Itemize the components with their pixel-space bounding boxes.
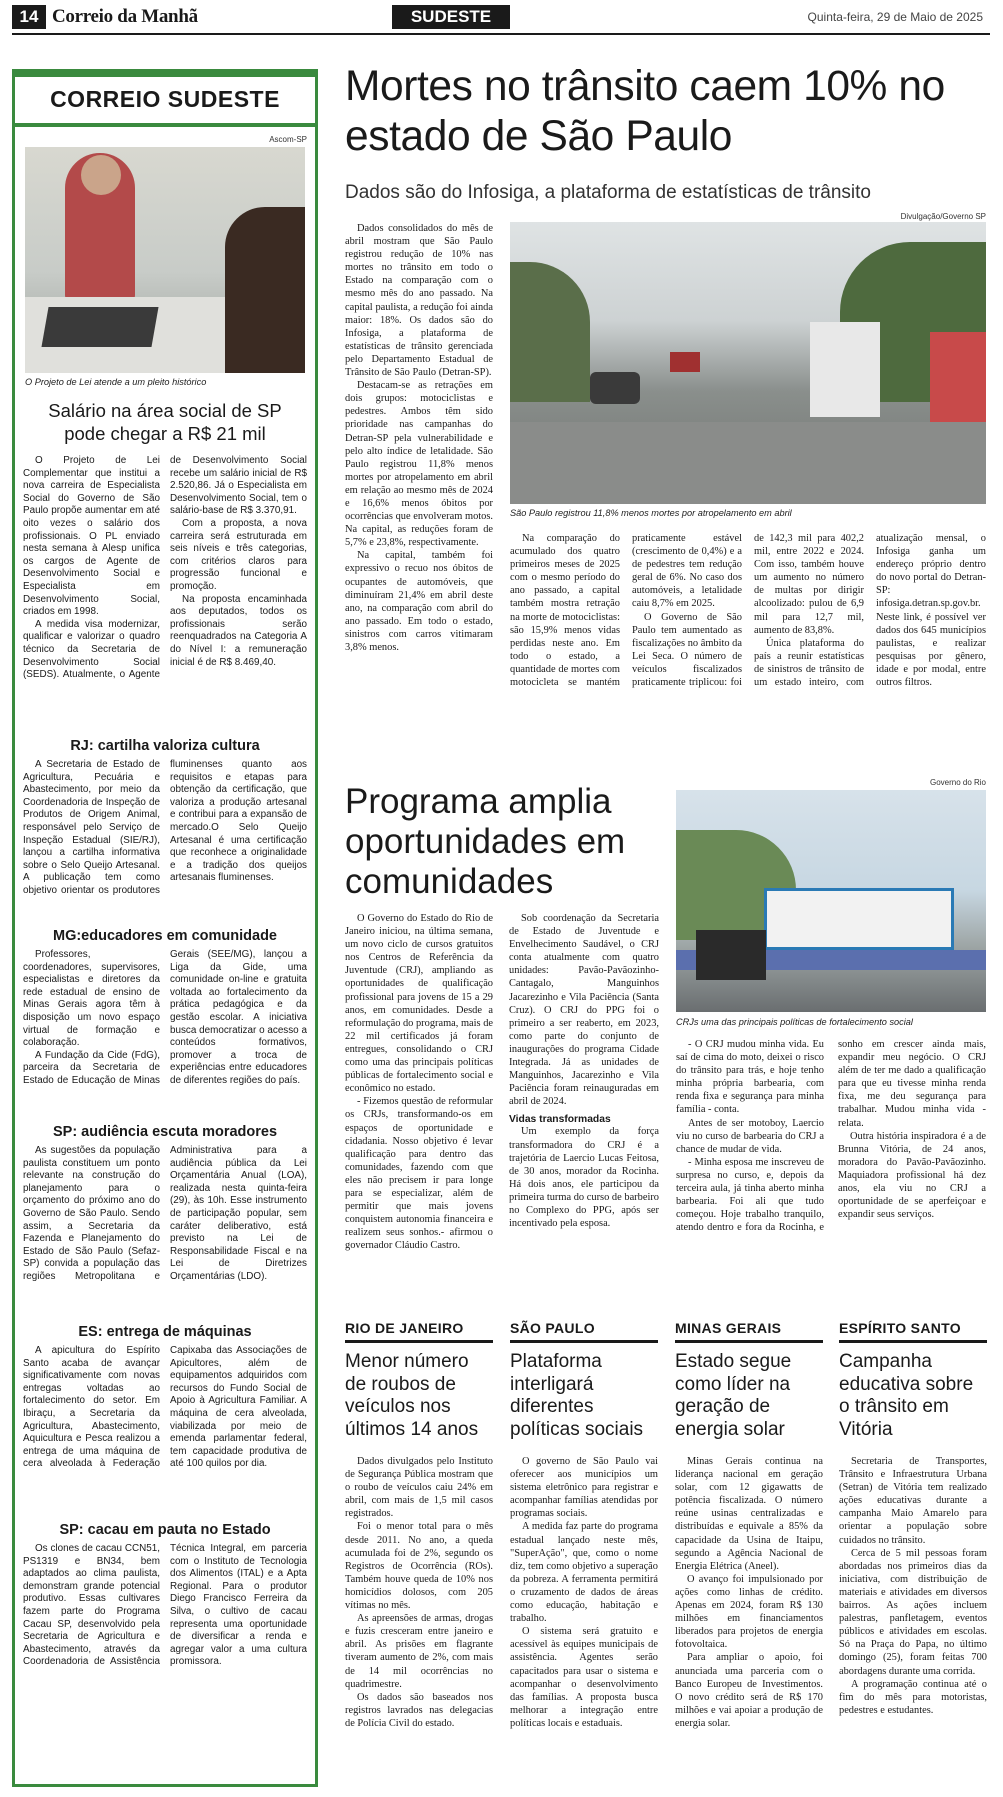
paragraph: - Fizemos questão de reformular os CRJs, transformando-os em espaços de oportunidade e cidadania. Nosso objetivo é levar qualificação para dentro das comunidades, fazendo com que eles não precisem ir para longe para se especializar, além de permitir que mais jovens conquistem autonomia financeira e realizem seus sonhos.- afirmou o governador Cláudio Castro. — [345, 1096, 493, 1252]
second-column-1 — [345, 912, 493, 1292]
paragraph: As sugestões da população paulista constituem um ponto relevante na construção do planejamento para o orçamento do próximo ano do Governo de São Paulo. Sendo assim, a Secretaria da Fazenda e Planejamento do Estado de São Paulo (Sefaz-SP) convida a população das regiões Metropolitana e Administrativa para a audiência pública da Lei Orçamentária Anual (LOA), realizada nesta quinta-feira (29), às 10h. Esse instrumento de participação popular, sem caráter deliberativo, está previsto na Lei de Responsabilidade Fiscal e na Lei de Diretrizes Orçamentárias (LDO). — [23, 1145, 307, 1282]
second-photo-credit: Governo do Rio — [929, 778, 986, 787]
brief — [23, 927, 307, 1123]
region-body — [675, 1455, 823, 1730]
paragraph: - O CRJ mudou minha vida. Eu saí de cima do moto, deixei o risco do trânsito para trás, e hoje tenho minha própria barbearia, com renda fixa e segurança para minha família - conta. — [676, 1039, 824, 1116]
brief-body — [23, 759, 307, 925]
brief-body — [23, 949, 307, 1121]
paragraph: Um exemplo da força transformadora do CRJ é a trajetória de Laercio Lucas Feitosa, de 30 anos, morador da Rocinha. Há dois anos, ele participou da primeira turma do curso de barbeiro no Complexo do PPG, após ser incentivado pela esposa. — [509, 1126, 659, 1230]
paragraph: Na comparação do acumulado dos quatro primeiros meses de 2025 com o mesmo período do ano passado, a capital também mostra retração na morte de motociclistas: são 15,9% menos vidas perdidas neste ano. Em todo o estado, a quantidade de mortes com motocicleta se mantém praticamente estável (crescimento de 0,4%) e a de pedestres tem redução geral de 6%. No caso dos automóveis, a letalidade caiu 8,7% em 2025. — [510, 533, 742, 689]
region-tag: SÃO PAULO — [510, 1320, 658, 1343]
sidebar-title-rule — [15, 123, 315, 127]
paragraph: Na capital, também foi expressivo o recuo nos óbitos de ocupantes de automóveis, que diminuíram 21,4% em abril deste ano, na comparação com abril do ano passado. Em todo o estado, sinistros com carros vitimaram 3,8% menos. — [345, 550, 493, 653]
paragraph: Com a proposta, a nova carreira será estruturada em seis níveis e três categorias, com critérios claros para progressão funcional e promoção. — [170, 517, 307, 592]
main-headline: Mortes no trânsito caem 10% no estado de São Paulo — [345, 63, 945, 160]
region-headline: Estado segue como líder na geração de energia solar — [675, 1351, 792, 1440]
section-label: SUDESTE — [392, 5, 510, 29]
paragraph: A medida faz parte do programa estadual lançado neste mês, "SuperAção", que, como o nome diz, tem como objetivo a superação da pobreza. A ferramenta permitirá o cruzamento de dados de áreas como educação, habitação e trabalho. — [510, 1521, 658, 1625]
brief-body — [23, 1543, 307, 1719]
brief-title: SP: cacau em pauta no Estado — [59, 1522, 271, 1538]
paragraph: A Fundação da Cide (FdG), parceira da Secretaria de Estado de Educação de Minas Gerais (SEE/MG), lançou a Liga da Gide, uma comunidade on-line e gratuita voltada ao fortalecimento da prática pedagógica e da gestão escolar. A iniciativa busca democratizar o acesso a conteúdos formativos, promover a troca de experiências entre educadores de diferentes regiões do país. — [23, 949, 307, 1086]
paragraph: As apreensões de armas, drogas e fuzis cresceram entre janeiro e abril. As prisões em flagrante tiveram aumento de 2%, com mais de 14 mil ocorrências no quadrimestre. — [345, 1613, 493, 1690]
region-body — [345, 1455, 493, 1730]
paragraph: Dados consolidados do mês de abril mostram que São Paulo registrou redução de 10% nas mortes no trânsito em todo o Estado na comparação com o mesmo mês do ano passado. Na capital paulista, a redução foi ainda maior: 18%. Os dados são do Infosiga, a plataforma de estatísticas de trânsito gerenciada pelo Departamento Estadual de Trânsito de São Paulo (Detran-SP). — [345, 223, 493, 379]
region-tag: ESPÍRITO SANTO — [839, 1320, 987, 1343]
brief — [23, 1123, 307, 1323]
sidebar-photo — [25, 147, 305, 373]
brief-body — [23, 1145, 307, 1321]
sidebar-photo-caption: O Projeto de Lei atende a um pleito histórico — [25, 377, 207, 387]
sidebar-top-bar — [12, 69, 318, 74]
brief — [23, 737, 307, 927]
region-body — [510, 1455, 658, 1730]
paragraph: A programação continua até o fim do mês para motoristas, pedestres e estudantes. — [839, 1678, 987, 1716]
paragraph: Os clones de cacau CCN51, PS1319 e BN34, bem adaptados ao clima paulista, demonstram grande potencial produtivo. Essas cultivares fazem parte do Programa Cacau SP, desenvolvido pela Secretaria de Agricultura e Abastecimento, através da Coordenadoria de Assistência Técnica Integral, em parceria com o Instituto de Tecnologia dos Alimentos (ITAL) e a Apta Regional. Para o produtor Diego Francisco Ferreira da Silva, o cultivo de cacau representa uma oportunidade de diversificar a renda e agregar valor a uma cultura promissora. — [23, 1543, 307, 1668]
sidebar-title: CORREIO SUDESTE — [50, 86, 280, 112]
second-column-2 — [509, 912, 659, 1292]
paragraph: A apicultura do Espírito Santo acaba de avançar significativamente com novas entregas voltadas ao fortalecimento do setor. Em Ibiraçu, a Secretaria da Agricultura, Abastecimento, Aquicultura e Pesca realizou a entrega de uma máquina de cera alveolada à Federação Capixaba das Associações de Apicultores, além de equipamentos adquiridos com recursos do Fundo Social de Apoio à Agricultura Familiar. A máquina de cera alveolada, viabilizada por meio de emenda parlamentar federal, tem capacidade produtiva de até 100 quilos por dia. — [23, 1345, 307, 1470]
regional-column — [675, 1320, 823, 1782]
main-photo-caption: São Paulo registrou 11,8% menos mortes por atropelamento em abril — [510, 508, 792, 518]
paragraph: A medida visa modernizar, qualificar e valorizar o quadro técnico da Secretaria de Desenvolvimento Social (SEDS). Atualmente, o Agente de Desenvolvimento Social recebe um salário inicial de R$ 2.520,86. Já o Especialista em Desenvolvimento Social, tem o salário-base de R$ 3.370,91. — [23, 455, 307, 681]
paragraph: Para ampliar o apoio, foi anunciada uma parceria com o Banco Europeu de Investimentos. O novo crédito será de R$ 170 milhões e vai apoiar a produção de energia solar. — [675, 1652, 823, 1729]
brief-title: ES: entrega de máquinas — [78, 1324, 252, 1340]
paragraph: Antes de ser motoboy, Laercio viu no curso de barbearia do CRJ a chance de mudar de vida. — [676, 1117, 824, 1155]
sidebar — [12, 74, 318, 1787]
regional-column — [510, 1320, 658, 1782]
region-tag: MINAS GERAIS — [675, 1320, 823, 1343]
brief-title: SP: audiência escuta moradores — [52, 1124, 278, 1140]
second-subtitle: Vidas transformadas — [509, 1114, 611, 1126]
sidebar-headline: Salário na área social de SP pode chegar a R$ 21 mil — [48, 400, 282, 444]
region-headline: Campanha educativa sobre o trânsito em Vitória — [839, 1351, 974, 1440]
second-headline: Programa amplia oportunidades em comunidades — [345, 782, 626, 901]
paragraph: Na proposta encaminhada aos deputados, todos os profissionais serão reenquadrados na Categoria A do Nível I: a remuneração inicial é de R$ 8.469,40. — [170, 593, 307, 668]
main-body-rest — [510, 532, 986, 762]
sidebar-briefs — [23, 737, 307, 1721]
paragraph: Cerca de 5 mil pessoas foram abordadas nos primeiros dias da iniciativa, com distribuição de materiais e atividades em diversos bairros. As ações incluem palestras, panfletagem, eventos públicos e atividades em escolas. Só na Praça do Papa, no último domingo (25), foram feitas 700 abordagens durante uma corrida. — [839, 1547, 987, 1677]
brief-title: MG:educadores em comunidade — [53, 928, 277, 944]
paragraph: Foi o menor total para o mês desde 2011. No ano, a queda acumulada foi de 2%, segundo os Registros de Ocorrência (ROs). Também houve queda de 10% nos homicídios dolosos, com 205 vítimas no mês. — [345, 1521, 493, 1612]
brief — [23, 1521, 307, 1721]
sidebar-photo-credit: Ascom-SP — [269, 135, 307, 144]
paragraph: O Projeto de Lei Complementar que institui a nova carreira de Especialista Social do Governo de São Paulo propõe aumentar em até oito vezes o salário dos profissionais. O PL enviado nesta semana à Alesp unifica os cargos de Agente de Desenvolvimento Social e Especialista em Desenvolvimento Social, criados em 1998. — [23, 455, 160, 618]
main-photo-credit: Divulgação/Governo SP — [900, 212, 986, 221]
paragraph: Os dados são baseados nos registros lavrados nas delegacias de Polícia Civil do estado. — [345, 1691, 493, 1729]
paragraph: O avanço foi impulsionado por ações como linhas de crédito. Apenas em 2024, foram R$ 130 milhões em financiamentos liberados para projetos de energia fotovoltaica. — [675, 1573, 823, 1651]
paragraph: O Governo de São Paulo tem aumentado as fiscalizações no âmbito da Lei Seca. O número de veículos fiscalizados praticamente triplicou: foi de 142,3 mil para 402,2 mil, entre 2022 e 2024. Com isso, também houve um aumento no número de multas por dirigir alcoolizado: pulou de 6,9 mil para 12,7 mil, aumento de 83,8%. — [632, 533, 864, 689]
page-date: Quinta-feira, 29 de Maio de 2025 — [807, 10, 983, 24]
region-body — [839, 1455, 987, 1717]
paragraph: Minas Gerais continua na liderança nacional em geração solar, com 12 gigawatts de potência fiscalizada. O número reúne usinas centralizadas e distribuídas e equivale a 85% da capacidade da Usina de Itaipu, segundo a Agência Nacional de Energia Elétrica (Aneel). — [675, 1456, 823, 1572]
sidebar-lead-body — [23, 455, 307, 735]
main-photo — [510, 222, 986, 504]
paragraph: O sistema será gratuito e acessível às equipes municipais de assistência. Agentes serão capacitados para usar o sistema e acompanhar o desenvolvimento das famílias. A proposta busca melhorar a integração entre políticas locais e estaduais. — [510, 1626, 658, 1729]
paragraph: O governo de São Paulo vai oferecer aos municípios um sistema eletrônico para registrar e acompanhar famílias atendidas por programas sociais. — [510, 1456, 658, 1520]
regional-column — [839, 1320, 987, 1782]
main-column-1 — [345, 222, 493, 752]
paragraph: O Governo do Estado do Rio de Janeiro iniciou, na última semana, um novo ciclo de cursos gratuitos nos Centros de Referência da Juventude (CRJ), ampliando as oportunidades de qualificação profissional para jovens de 15 a 29 anos, em comunidades. Desde a reformulação do programa, mais de 22 mil certificados já foram entregues, consolidando o CRJ como uma das principais políticas públicas de fortalecimento social e econômico no estado. — [345, 913, 494, 1095]
paragraph: Única plataforma do país a reunir estatísticas de sinistros de trânsito de um estado inteiro, com atualização mensal, o Infosiga ganha um endereço próprio dentro do novo portal do Detran-SP: infosiga.detran.sp.gov.br. Neste link, é possível ver dados dos 645 municípios paulistas, e realizar pesquisas por gênero, idade e por modal, entre outros filtros. — [754, 533, 986, 689]
region-headline: Menor número de roubos de veículos nos últimos 14 anos — [345, 1351, 479, 1440]
page-number: 14 — [12, 5, 46, 29]
region-headline: Plataforma interligará diferentes políticas sociais — [510, 1351, 644, 1440]
second-photo-caption: CRJs uma das principais políticas de fortalecimento social — [676, 1017, 913, 1027]
main-subhead: Dados são do Infosiga, a plataforma de estatísticas de trânsito — [345, 182, 871, 203]
regional-column — [345, 1320, 493, 1782]
brief — [23, 1323, 307, 1521]
brief-body — [23, 1345, 307, 1519]
header-rule — [12, 33, 990, 35]
paragraph: Outra história inspiradora é a de Brunna Vitória, de 24 anos, moradora do Pavão-Pavãozinho. Maquiadora profissional há dez anos, ela viu no CRJ a oportunidade de se aperfeiçoar e expandir seus serviços. — [838, 1130, 986, 1221]
second-columns-3-4 — [676, 1038, 986, 1292]
paragraph: Professores, coordenadores, supervisores, especialistas e diretores da rede estadual de ensino de Minas Gerais agora têm à disposição um novo espaço virtual de formação e colaboração. — [23, 949, 160, 1049]
brief-title: RJ: cartilha valoriza cultura — [70, 738, 260, 754]
paragraph: Secretaria de Transportes, Trânsito e Infraestrutura Urbana (Setran) de Vitória tem realizado ações educativas durante a campanha Maio Amarelo para orientar a população sobre cuidados no trânsito. — [839, 1456, 987, 1546]
paragraph: Dados divulgados pelo Instituto de Segurança Pública mostram que o roubo de veículos caiu 24% em abril, com mais de 1,5 mil casos registrados. — [345, 1456, 493, 1520]
second-photo — [676, 790, 986, 1012]
page-header — [0, 0, 1003, 36]
region-tag: RIO DE JANEIRO — [345, 1320, 493, 1343]
paper-name: Correio da Manhã — [52, 6, 198, 27]
paragraph: Sob coordenação da Secretaria de Estado de Juventude e Envelhecimento Saudável, o CRJ conta atualmente com quatro unidades: Pavão-Pavãozinho-Cantagalo, Manguinhos Jacarezinho e Vila Paciência (Santa Cruz). O CRJ do PPG foi o primeiro a ser reaberto, em 2023, como parte do conjunto de inaugurações do programa Cidade Integrada. Já as unidades de Manguinhos, Jacarezinho e Vila Paciência foram reinauguradas em abril de 2024. — [509, 913, 659, 1108]
paragraph: Destacam-se as retrações em dois grupos: motociclistas e pedestres. Ambos têm sido prioridade nas campanhas do Detran-SP pela vulnerabilidade e pelo alto índice de letalidade. São Paulo registrou 11,8% menos mortes por atropelamento em abril em relação ao mesmo mês de 2024 e 16,6% menos óbitos por ocorrências que envolveram motos. Na capital, as reduções foram de 5,7% e 23,8%, respectivamente. — [345, 380, 493, 549]
paragraph: - Minha esposa me inscreveu de surpresa no curso, e, depois da terceira aula, já tinha aberto minha barbearia. Foi ali que tudo começou. Hoje trabalho tranquilo, atendo dentro e fora da Rocinha, e sonho em crescer ainda mais, expandir meu negócio. O CRJ além de ter me dado a qualificação para que eu tivesse minha renda fixa, me deu segurança para trabalhar. Mudou minha vida - relata. — [676, 1039, 986, 1234]
paragraph: A Secretaria de Estado de Agricultura, Pecuária e Abastecimento, por meio da Coordenadoria de Inspeção de Produtos de Origem Animal, responsável pelo Serviço de Inspeção Estadual (SIE/RJ), lançou a cartilha informativa sobre o Selo Queijo Artesanal. A publicação tem como objetivo orientar os produtores fluminenses quanto aos requisitos e etapas para obtenção da certificação, que valoriza a produção artesanal e contribui para a expansão de mercado.O Selo Queijo Artesanal é uma certificação que reconhece a originalidade e a tradição dos queijos artesanais fluminenses. — [23, 759, 307, 896]
